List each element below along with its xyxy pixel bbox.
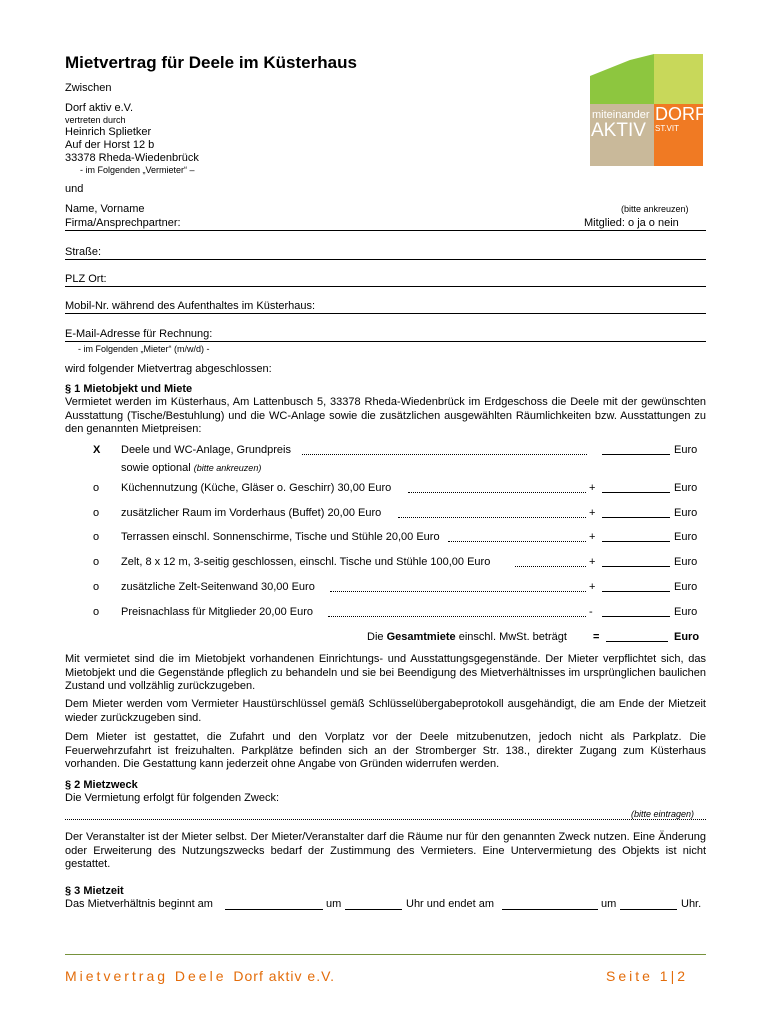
- logo-text-aktiv: AKTIV: [591, 120, 646, 141]
- item-sign: +: [589, 581, 596, 593]
- base-item-text: Deele und WC-Anlage, Grundpreis: [121, 444, 291, 456]
- email-label: E-Mail-Adresse für Rechnung:: [65, 328, 213, 340]
- footer-left-b: Dorf aktiv e.V.: [233, 968, 336, 984]
- total-bold: Gesamtmiete: [386, 631, 456, 643]
- dorf-aktiv-logo: [590, 54, 703, 166]
- name-label: Name, Vorname: [65, 203, 145, 215]
- item-dots: [330, 591, 586, 592]
- purpose-field-line[interactable]: [65, 819, 706, 820]
- base-item-dots: [302, 454, 587, 455]
- footer-left: [65, 968, 335, 984]
- item-sign: +: [589, 507, 596, 519]
- optional-label: [121, 462, 261, 474]
- mobil-label: Mobil-Nr. während des Aufenthaltes im Küsterhaus:: [65, 300, 316, 312]
- optional-text: sowie optional: [121, 462, 191, 474]
- landlord-city: 33378 Rheda-Wiedenbrück: [65, 152, 199, 164]
- item-unit: Euro: [674, 531, 698, 543]
- item-sign: -: [589, 606, 593, 618]
- total-price-blank[interactable]: [606, 641, 668, 642]
- landlord-person: Heinrich Splietker: [65, 126, 152, 138]
- landlord-role: - im Folgenden „Vermieter“ –: [80, 165, 195, 175]
- start-time-blank[interactable]: [345, 909, 402, 910]
- section2-intro: Die Vermietung erfolgt für folgenden Zweck:: [65, 792, 280, 804]
- item-mark[interactable]: o: [93, 581, 100, 593]
- item-mark[interactable]: o: [93, 606, 100, 618]
- item-text: Terrassen einschl. Sonnenschirme, Tische und Stühle 20,00 Euro: [121, 531, 440, 543]
- page-title: Mietvertrag für Deele im Küsterhaus: [65, 53, 357, 72]
- logo-text-stvit: ST.VIT: [655, 124, 680, 133]
- item-price-blank[interactable]: [602, 616, 670, 617]
- total-label: [367, 631, 567, 643]
- item-unit: Euro: [674, 606, 698, 618]
- strasse-field-line[interactable]: [65, 259, 706, 260]
- tenant-role: - im Folgenden „Mieter“ (m/w/d) -: [78, 344, 210, 354]
- strasse-label: Straße:: [65, 246, 102, 258]
- plz-field-line[interactable]: [65, 286, 706, 287]
- item-text: Preisnachlass für Mitglieder 20,00 Euro: [121, 606, 313, 618]
- item-unit: Euro: [674, 581, 698, 593]
- firma-label: Firma/Ansprechpartner:: [65, 217, 181, 229]
- section2-heading: § 2 Mietzweck: [65, 779, 138, 791]
- bitte-ankreuzen-note: (bitte ankreuzen): [621, 204, 689, 214]
- name-field-line[interactable]: [65, 230, 706, 231]
- end-date-blank[interactable]: [502, 909, 598, 910]
- item-dots: [328, 616, 586, 617]
- purpose-note: (bitte eintragen): [631, 809, 695, 819]
- start-time-label: um: [326, 898, 342, 910]
- landlord-street: Auf der Horst 12 b: [65, 139, 155, 151]
- start-date-label: Das Mietverhältnis beginnt am: [65, 898, 213, 910]
- plz-label: PLZ Ort:: [65, 273, 107, 285]
- end-date-label: Uhr und endet am: [406, 898, 495, 910]
- logo-graphic: [590, 54, 703, 166]
- base-item-mark[interactable]: X: [93, 444, 101, 456]
- email-field-line[interactable]: [65, 341, 706, 342]
- item-unit: Euro: [674, 556, 698, 568]
- item-unit: Euro: [674, 507, 698, 519]
- item-text: Küchennutzung (Küche, Gläser o. Geschirr) 30,00 Euro: [121, 482, 392, 494]
- item-text: Zelt, 8 x 12 m, 3-seitig geschlossen, einschl. Tische und Stühle 100,00 Euro: [121, 556, 491, 568]
- mitglied-checkbox[interactable]: Mitglied: o ja o nein: [584, 217, 679, 229]
- item-price-blank[interactable]: [602, 517, 670, 518]
- section1-heading: § 1 Mietobjekt und Miete: [65, 383, 193, 395]
- footer-rule: [65, 954, 706, 955]
- mobil-field-line[interactable]: [65, 313, 706, 314]
- item-text: zusätzliche Zelt-Seitenwand 30,00 Euro: [121, 581, 315, 593]
- item-sign: +: [589, 482, 596, 494]
- uhr-end-label: Uhr.: [681, 898, 702, 910]
- base-item-unit: Euro: [674, 444, 698, 456]
- item-dots: [515, 566, 586, 567]
- concluded-text: wird folgender Mietvertrag abgeschlossen:: [65, 363, 272, 375]
- item-price-blank[interactable]: [602, 492, 670, 493]
- end-time-blank[interactable]: [620, 909, 677, 910]
- item-price-blank[interactable]: [602, 566, 670, 567]
- total-pre: Die: [367, 631, 387, 643]
- base-item-price-blank[interactable]: [602, 454, 670, 455]
- start-date-blank[interactable]: [225, 909, 323, 910]
- item-dots: [408, 492, 586, 493]
- item-sign: +: [589, 556, 596, 568]
- item-price-blank[interactable]: [602, 591, 670, 592]
- logo-text-miteinander: miteinander: [592, 109, 650, 121]
- section1-paragraph1: Mit vermietet sind die im Mietobjekt vorhandenen Einrichtungs- und Ausstattungsgegenstände. Der Mieter verpflichtet sich, das Mietobjekt und die Gegenstände pfleglich zu behandeln und sie bei Beendigung des Mietverhältnisses im ursprünglichen baulichen Zustand und vollzählig zurückzugeben.: [65, 653, 706, 692]
- item-unit: Euro: [674, 482, 698, 494]
- item-mark[interactable]: o: [93, 482, 100, 494]
- item-price-blank[interactable]: [602, 541, 670, 542]
- und-label: und: [65, 183, 84, 195]
- represented-label: vertreten durch: [65, 115, 126, 125]
- section3-heading: § 3 Mietzeit: [65, 885, 124, 897]
- item-mark[interactable]: o: [93, 531, 100, 543]
- end-time-label: um: [601, 898, 617, 910]
- section2-paragraph: Der Veranstalter ist der Mieter selbst. Der Mieter/Veranstalter darf die Räume nur für den genannten Zweck nutzen. Eine Änderung oder Erweiterung des Nutzungszwecks bedarf der Zustimmung des Vermieters. Eine Untervermietung des Objekts ist nicht gestattet.: [65, 831, 706, 870]
- item-mark[interactable]: o: [93, 556, 100, 568]
- optional-note: (bitte ankreuzen): [193, 463, 262, 473]
- section1-paragraph3: Dem Mieter ist gestattet, die Zufahrt und den Vorplatz vor der Deele mitzubenutzen, jedoch nicht als Parkplatz. Die Feuerwehrzufahrt ist freizuhalten. Parkplätze befinden sich an der Stromberger Str. 138., direkter Zugang zum Küsterhaus vorhanden. Die Gestattung kann jederzeit ohne Angabe von Gründen widerrufen werden.: [65, 731, 706, 770]
- total-post: einschl. MwSt. beträgt: [455, 631, 567, 643]
- total-unit: Euro: [674, 631, 700, 643]
- section1-paragraph2: Dem Mieter werden vom Vermieter Haustürschlüssel gemäß Schlüsselübergabeprotokoll ausgehändigt, die am Ende der Mietzeit wieder zurückzugeben sind.: [65, 698, 706, 724]
- landlord-name: Dorf aktiv e.V.: [65, 102, 134, 114]
- item-mark[interactable]: o: [93, 507, 100, 519]
- logo-text-dorf: DORF: [655, 104, 703, 124]
- zwischen-label: Zwischen: [65, 82, 112, 94]
- page-number: Seite 1|2: [606, 968, 689, 984]
- item-text: zusätzlicher Raum im Vorderhaus (Buffet) 20,00 Euro: [121, 507, 382, 519]
- total-equals: =: [593, 631, 600, 643]
- item-dots: [398, 517, 586, 518]
- footer-left-a: Mietvertrag Deele: [65, 968, 227, 984]
- item-dots: [448, 541, 586, 542]
- item-sign: +: [589, 531, 596, 543]
- section1-intro: Vermietet werden im Küsterhaus, Am Lattenbusch 5, 33378 Rheda-Wiedenbrück im Erdgeschoss die Deele mit der gewünschten Ausstattung (Tische/Bestuhlung) und die WC-Anlage sowie die zusätzlichen ausgewählten Räumlichkeiten bzw. Ausstattungen zu den genannten Mietpreisen:: [65, 396, 706, 435]
